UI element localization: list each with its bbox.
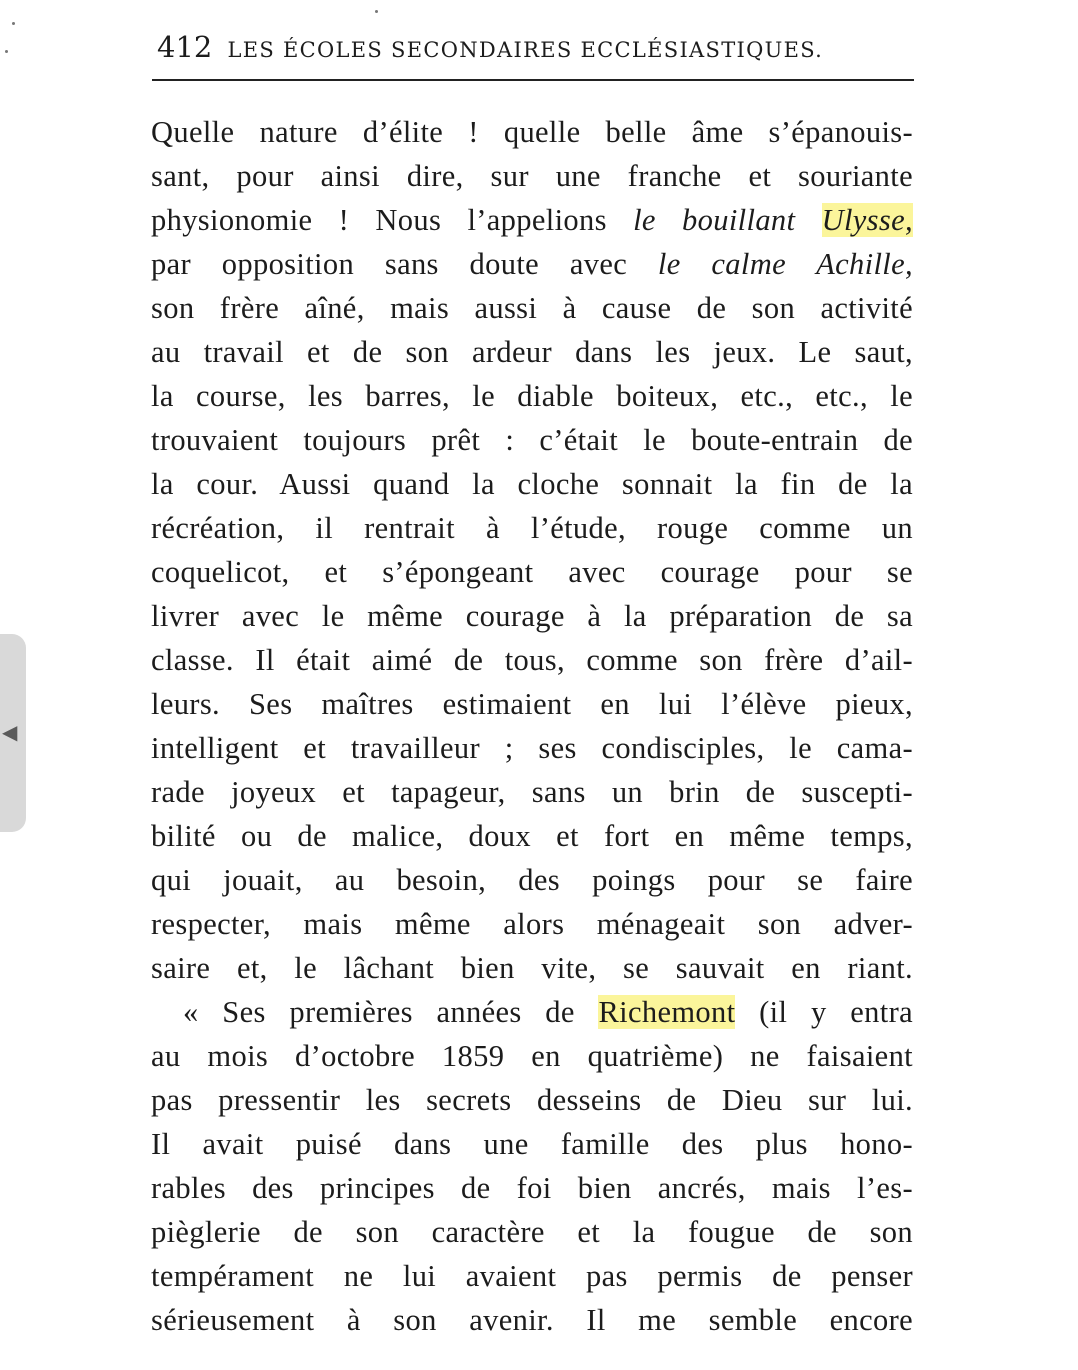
text-segment: saire et, le lâchant bien vite, se sauvait en riant. bbox=[151, 951, 913, 985]
text-segment: la course, les barres, le diable boiteux, etc., etc., le bbox=[151, 379, 913, 413]
text-segment: bilité ou de malice, doux et fort en même temps, bbox=[151, 819, 913, 853]
text-segment: physionomie ! Nous l’appelions bbox=[151, 203, 634, 237]
text-segment: classe. Il était aimé de tous, comme son frère d’ail- bbox=[151, 643, 913, 677]
text-segment: pas pressentir les secrets desseins de Dieu sur lui. bbox=[151, 1083, 913, 1117]
text-line bbox=[151, 1078, 913, 1122]
text-line bbox=[151, 770, 913, 814]
text-line bbox=[151, 242, 913, 286]
text-line bbox=[151, 198, 913, 242]
text-line bbox=[151, 682, 913, 726]
text-segment: le bouillant bbox=[633, 203, 822, 237]
text-segment: rade joyeux et tapageur, sans un brin de suscepti- bbox=[151, 775, 913, 809]
text-line bbox=[151, 814, 913, 858]
running-title: LES ÉCOLES SECONDAIRES ECCLÉSIASTIQUES. bbox=[227, 38, 824, 62]
scan-speck bbox=[375, 10, 378, 13]
text-segment: leurs. Ses maîtres estimaient en lui l’élève pieux, bbox=[151, 687, 913, 721]
text-segment: livrer avec le même courage à la préparation de sa bbox=[151, 599, 913, 633]
text-line bbox=[151, 154, 913, 198]
text-line bbox=[151, 638, 913, 682]
text-line bbox=[151, 946, 913, 990]
page-number: 412 bbox=[157, 30, 213, 64]
text-line bbox=[151, 1254, 913, 1298]
body-text bbox=[151, 110, 913, 1342]
text-segment: son frère aîné, mais aussi à cause de son activité bbox=[151, 291, 913, 325]
highlighted-text: Ulysse, bbox=[821, 203, 913, 237]
text-line bbox=[151, 1298, 913, 1342]
text-segment: rables des principes de foi bien ancrés, mais l’es- bbox=[151, 1171, 913, 1205]
chevron-left-icon: ◀ bbox=[2, 720, 18, 744]
text-segment: sant, pour ainsi dire, sur une franche et souriante bbox=[151, 159, 913, 193]
text-segment: Quelle nature d’élite ! quelle belle âme s’épanouis- bbox=[151, 115, 913, 149]
text-line bbox=[151, 902, 913, 946]
text-segment: respecter, mais même alors ménageait son adver- bbox=[151, 907, 913, 941]
text-segment: au travail et de son ardeur dans les jeux. Le saut, bbox=[151, 335, 913, 369]
text-segment: « Ses premières années de bbox=[183, 995, 599, 1029]
text-segment: le calme Achille, bbox=[657, 247, 913, 281]
text-segment: récréation, il rentrait à l’étude, rouge comme un bbox=[151, 511, 913, 545]
text-line bbox=[151, 110, 913, 154]
text-segment: trouvaient toujours prêt : c’était le boute-entrain de bbox=[151, 423, 913, 457]
scan-speck bbox=[5, 50, 8, 53]
text-line bbox=[151, 286, 913, 330]
text-segment: par opposition sans doute avec bbox=[151, 247, 658, 281]
page-header bbox=[157, 30, 913, 72]
text-line bbox=[151, 990, 913, 1034]
side-panel-tab[interactable] bbox=[0, 634, 26, 832]
text-segment: Il avait puisé dans une famille des plus hono- bbox=[151, 1127, 913, 1161]
text-line bbox=[151, 550, 913, 594]
text-line bbox=[151, 1210, 913, 1254]
text-segment: la cour. Aussi quand la cloche sonnait la fin de la bbox=[151, 467, 913, 501]
text-line bbox=[151, 330, 913, 374]
text-line bbox=[151, 726, 913, 770]
text-segment: tempérament ne lui avaient pas permis de penser bbox=[151, 1259, 913, 1293]
text-segment: pièglerie de son caractère et la fougue de son bbox=[151, 1215, 913, 1249]
text-line bbox=[151, 374, 913, 418]
text-line bbox=[151, 506, 913, 550]
text-segment: (il y entra bbox=[735, 995, 913, 1029]
text-line bbox=[151, 418, 913, 462]
text-line bbox=[151, 1122, 913, 1166]
text-line bbox=[151, 462, 913, 506]
text-line bbox=[151, 1166, 913, 1210]
scan-speck bbox=[12, 22, 15, 25]
text-segment: qui jouait, au besoin, des poings pour se faire bbox=[151, 863, 913, 897]
highlighted-text: Richemont bbox=[598, 995, 736, 1029]
text-line bbox=[151, 1034, 913, 1078]
text-segment: au mois d’octobre 1859 en quatrième) ne faisaient bbox=[151, 1039, 913, 1073]
text-line bbox=[151, 858, 913, 902]
header-rule bbox=[152, 79, 914, 81]
text-line bbox=[151, 594, 913, 638]
text-segment: intelligent et travailleur ; ses condisciples, le cama- bbox=[151, 731, 913, 765]
text-segment: coquelicot, et s’épongeant avec courage pour se bbox=[151, 555, 913, 589]
text-segment: sérieusement à son avenir. Il me semble encore bbox=[151, 1303, 913, 1337]
